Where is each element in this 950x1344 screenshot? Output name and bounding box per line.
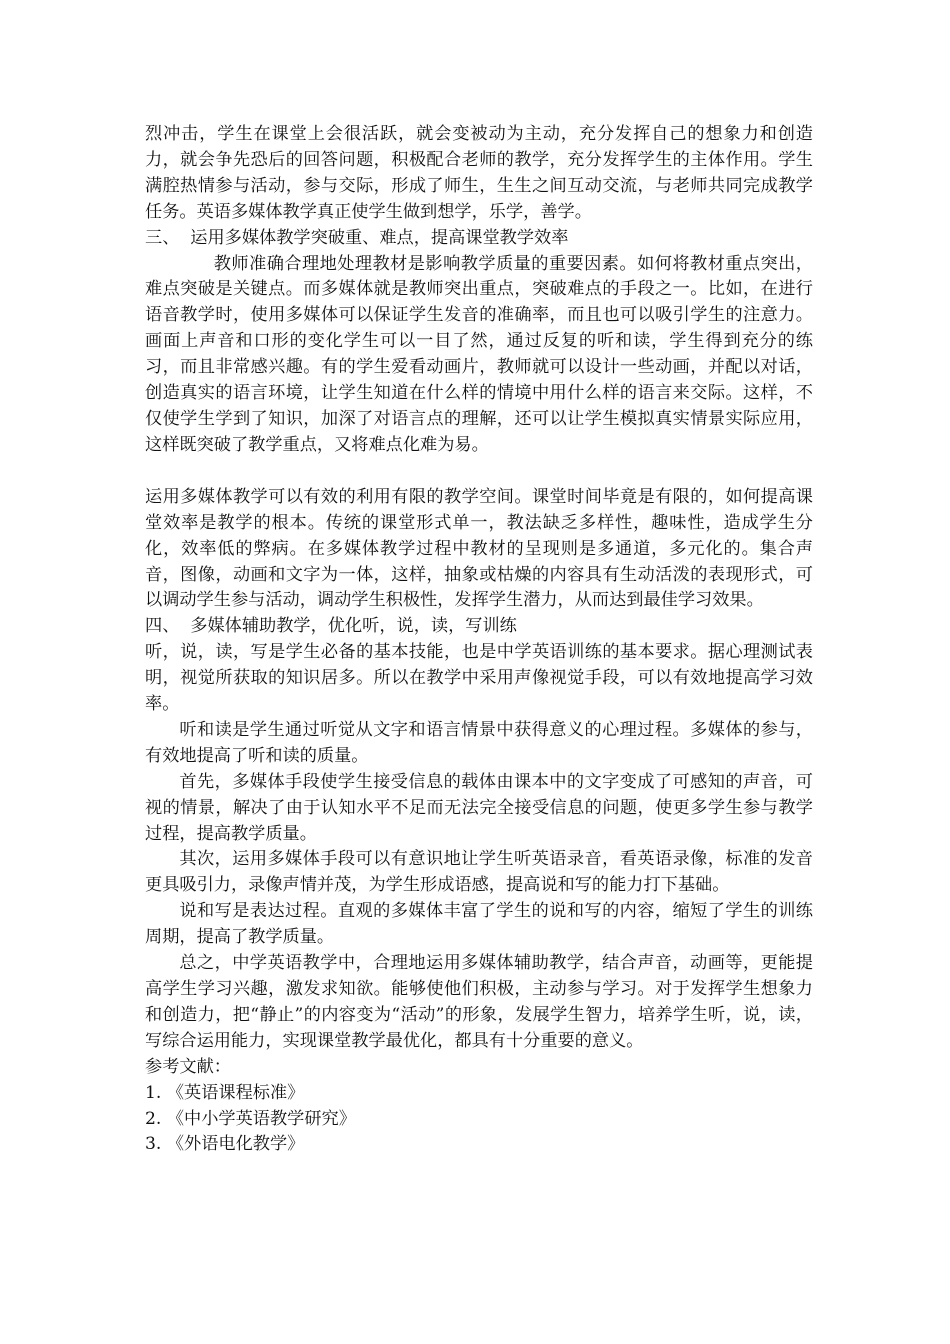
paragraph-gap	[145, 459, 813, 485]
document-body	[145, 122, 813, 1158]
reference-item: 3. 《外语电化教学》	[145, 1134, 305, 1155]
paragraph-listening-reading: 听和读是学生通过听觉从文字和语言情景中获得意义的心理过程。多媒体的参与，有效地提高了听和读的质量。	[145, 719, 813, 766]
paragraph-first: 首先，多媒体手段使学生接受信息的载体由课本中的文字变成了可感知的声音，可视的情景，解决了由于认知水平不足而无法完全接受信息的问题，使更多学生参与教学过程，提高教学质量。	[145, 771, 813, 844]
paragraph-intro-continuation: 烈冲击，学生在课堂上会很活跃，就会变被动为主动，充分发挥自己的想象力和创造力，就会争先恐后的回答问题，积极配合老师的教学，充分发挥学生的主体作用。学生满腔热情参与活动，参与交际，形成了师生，生生之间互动交流，与老师共同完成教学任务。英语多媒体教学真正使学生做到想学，乐学，善学。	[145, 124, 813, 222]
reference-item: 2. 《中小学英语教学研究》	[145, 1108, 356, 1129]
references-title: 参考文献：	[145, 1056, 231, 1077]
paragraph-basic-skills: 听，说，读，写是学生必备的基本技能，也是中学英语训练的基本要求。据心理测试表明，视觉所获取的知识居多。所以在教学中采用声像视觉手段，可以有效地提高学习效率。	[145, 642, 813, 715]
paragraph-conclusion: 总之，中学英语教学中，合理地运用多媒体辅助教学，结合声音，动画等，更能提高学生学习兴趣，激发求知欲。能够使他们积极，主动参与学习。对于发挥学生想象力和创造力，把“静止”的内容变为“活动”的形象，发展学生智力，培养学生听，说，读，写综合运用能力，实现课堂教学最优化，都具有十分重要的意义。	[145, 953, 813, 1051]
paragraph-second: 其次，运用多媒体手段可以有意识地让学生听英语录音，看英语录像，标准的发音更具吸引力，录像声情并茂，为学生形成语感，提高说和写的能力打下基础。	[145, 849, 813, 896]
paragraph-teaching-space: 运用多媒体教学可以有效的利用有限的教学空间。课堂时间毕竟是有限的，如何提高课堂效率是教学的根本。传统的课堂形式单一，教法缺乏多样性，趣味性，造成学生分化，效率低的弊病。在多媒体教学过程中教材的呈现则是多通道，多元化的。集合声音，图像，动画和文字为一体，这样，抽象或枯燥的内容具有生动活泼的表现形式，可以调动学生参与活动，调动学生积极性，发挥学生潜力，从而达到最佳学习效果。	[145, 486, 813, 611]
paragraph-speaking-writing: 说和写是表达过程。直观的多媒体丰富了学生的说和写的内容，缩短了学生的训练周期，提高了教学质量。	[145, 901, 813, 948]
section-heading-4: 四、 多媒体辅助教学，优化听，说，读，写训练	[145, 616, 517, 637]
reference-item: 1. 《英语课程标准》	[145, 1082, 305, 1103]
section-heading-3: 三、 运用多媒体教学突破重、难点，提高课堂教学效率	[145, 227, 569, 248]
paragraph-key-points: 教师准确合理地处理教材是影响教学质量的重要因素。如何将教材重点突出，难点突破是关键点。而多媒体就是教师突出重点，突破难点的手段之一。比如，在进行语音教学时，使用多媒体可以保证学生发音的准确率，而且也可以吸引学生的注意力。画面上声音和口形的变化学生可以一目了然，通过反复的听和读，学生得到充分的练习，而且非常感兴趣。有的学生爱看动画片，教师就可以设计一些动画，并配以对话，创造真实的语言环境，让学生知道在什么样的情境中用什么样的语言来交际。这样，不仅使学生学到了知识，加深了对语言点的理解，还可以让学生模拟真实情景实际应用，这样既突破了教学重点，又将难点化难为易。	[145, 253, 813, 455]
